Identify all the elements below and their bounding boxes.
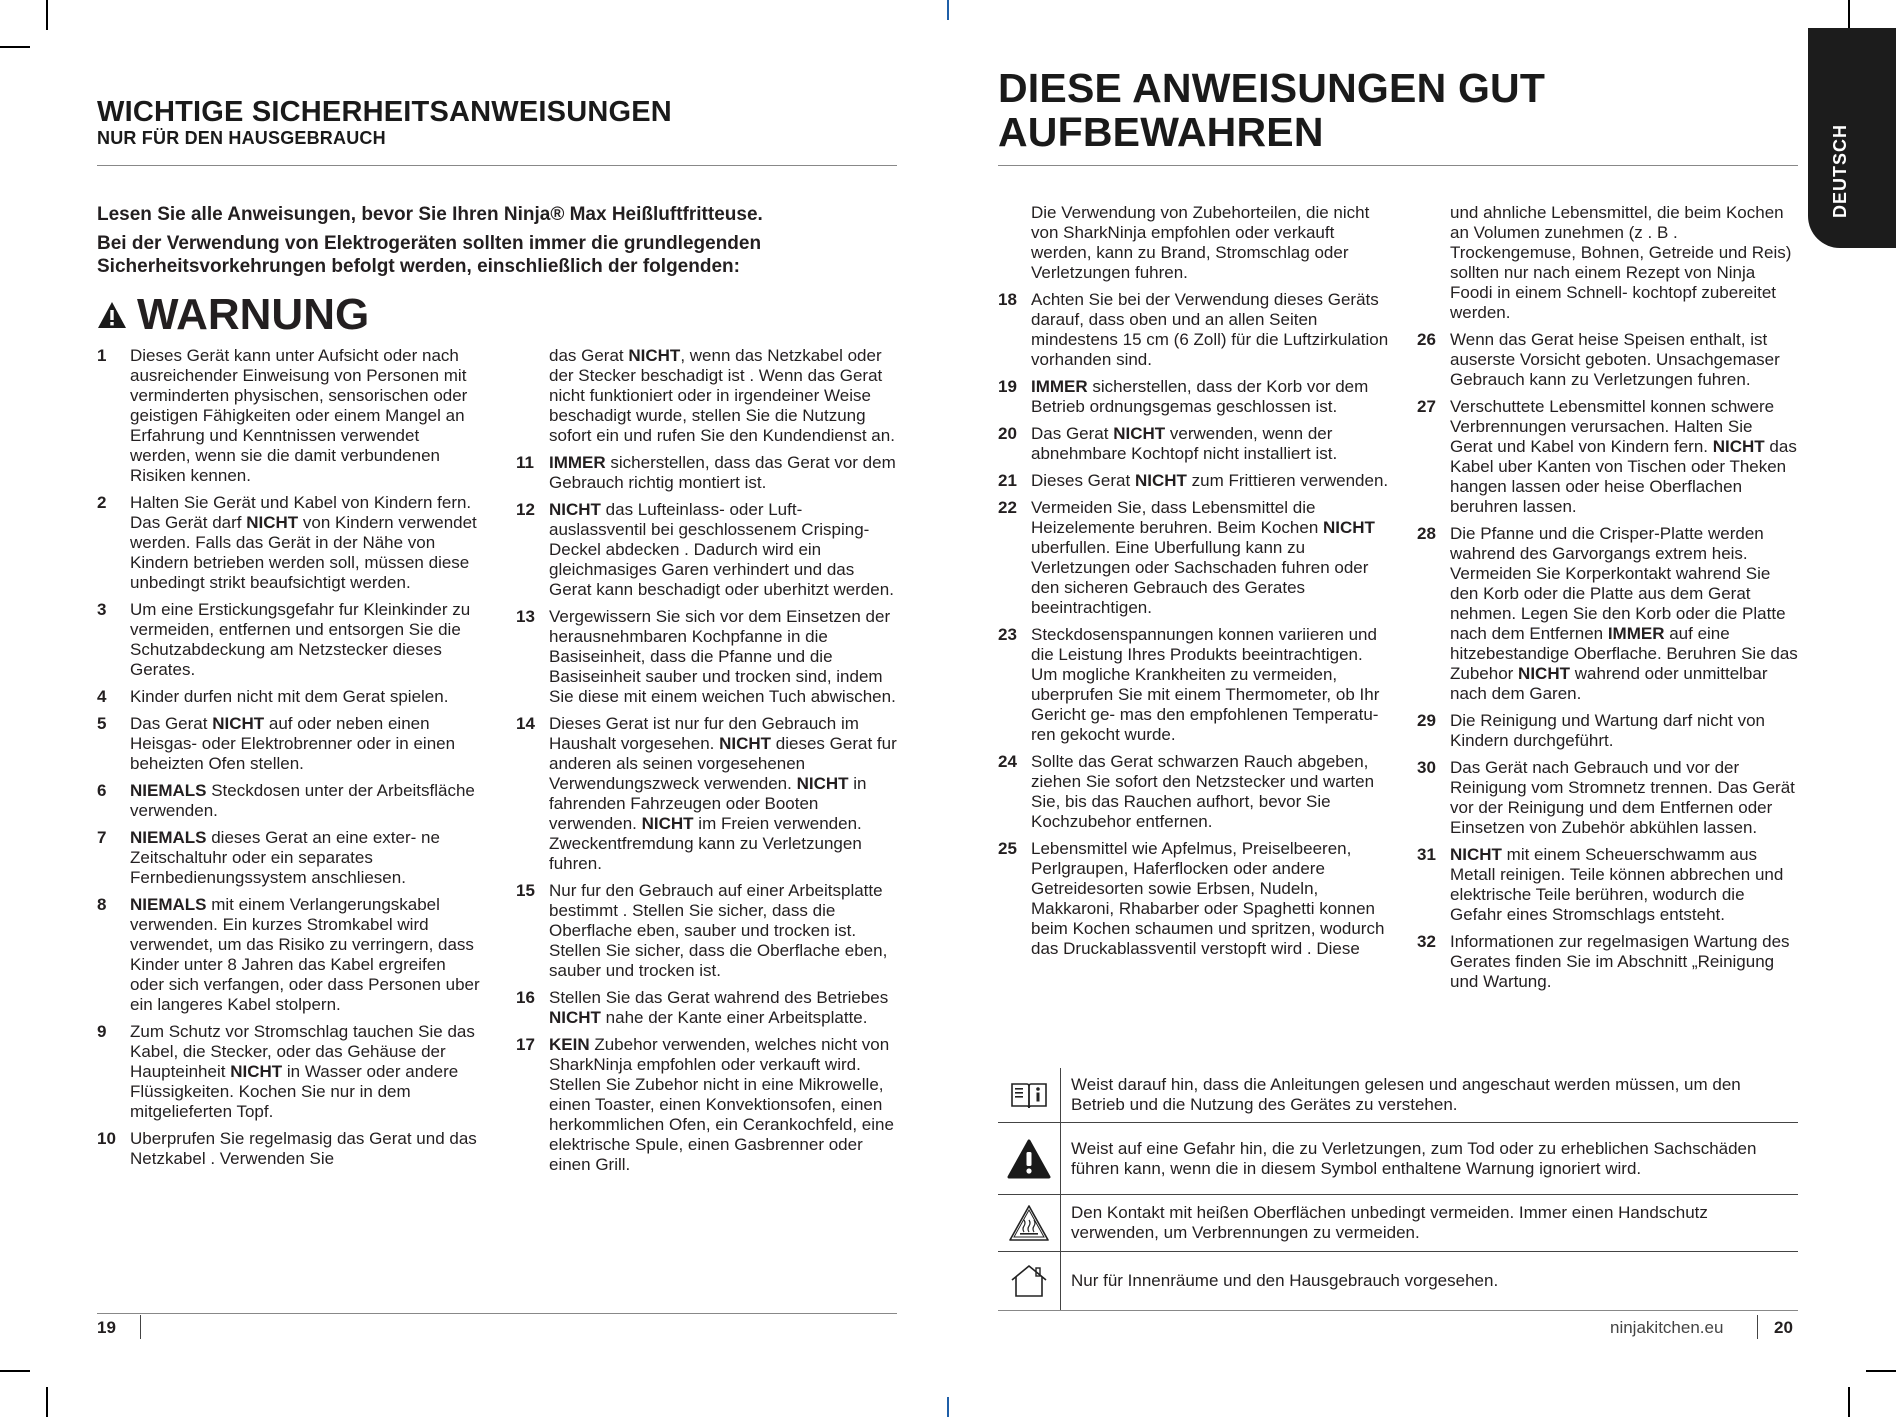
list-item: 9 Zum Schutz vor Stromschlag tauchen Sie das Kabel, die Stecker, oder das Gehäuse der Haupteinheit NICHT in Wasser oder andere Flüssigkeiten. Kochen Sie nur in dem mitgelieferten Topf. [97, 1022, 475, 1121]
list-item: 3 Um eine Erstickungsgefahr fur Kleinkinder zu vermeiden, entfernen und entsorgen Sie die Schutzabdeckung am Netzstecker dieses Gerates. [97, 600, 471, 679]
list-item: 7 NIEMALS dieses Gerat an eine exter- ne Zeitschaltuhr oder ein separates Fernbedienungssystem anschliesen. [97, 828, 440, 887]
list-item-continued: Die Verwendung von Zubehorteilen, die nicht von SharkNinja empfohlen oder verkauft werden, kann zu Brand, Stromschlag oder Verletzungen fuhren. [1031, 203, 1370, 282]
list-item-continued: das Gerat NICHT, wenn das Netzkabel oder der Stecker beschadigt ist . Wenn das Gerat nicht funktioniert oder in irgendeiner Weise beschadigt wurde, stellen Sie die Nutzung sofort ein und rufen Sie den Kundendienst an. [549, 346, 895, 445]
crop-mark [1848, 0, 1850, 30]
intro-text: Bei der Verwendung von Elektrogeräten sollten immer die grundlegenden Sicherheitsvorkehrungen befolgt werden, einschließlich der folgenden: [97, 233, 762, 277]
warning-triangle-icon [998, 1123, 1061, 1194]
safety-column-3 [998, 203, 1393, 966]
list-item: 23 Steckdosenspannungen konnen variieren und die Leistung Ihres Produkts beeintrachtigen. Um mogliche Krankheiten zu vermeiden, uberprufen Sie mit einem Thermometer, ob Ihr Gericht ge- mas den empfohlenen Temperatu- ren gekocht wurde. [998, 625, 1380, 744]
footer-divider [140, 1315, 141, 1339]
list-item: 10 Uberprufen Sie regelmasig das Gerat und das Netzkabel . Verwenden Sie [97, 1129, 477, 1168]
warning-heading [97, 290, 369, 340]
list-item: 13 Vergewissern Sie sich vor dem Einsetzen der herausnehmbaren Kochpfanne in die Basiseinheit, dass die Pfanne und die Basiseinheit sauber und trocken sind, indem Sie diese mit einem weichen Tuch abwischen. [516, 607, 896, 706]
list-item: 20 Das Gerat NICHT verwenden, wenn der abnehmbare Kochtopf nicht installiert ist. [998, 424, 1338, 463]
list-item: 32 Informationen zur regelmasigen Wartung des Gerates finden Sie im Abschnitt „Reinigung und Wartung. [1417, 932, 1790, 991]
symbol-row [998, 1195, 1798, 1252]
list-item: 11 IMMER sicherstellen, dass das Gerat vor dem Gebrauch richtig montiert ist. [516, 453, 896, 492]
list-item: 25 Lebensmittel wie Apfelmus, Preiselbeeren, Perlgraupen, Haferflocken oder andere Getreidesorten sowie Erbsen, Nudeln, Makkaroni, Rhabarber oder Spaghetti konnen beim Kochen schaumen und spritzen, wodurch das Druckablassventil verstopft wird . Diese [998, 839, 1385, 958]
list-item: 16 Stellen Sie das Gerat wahrend des Betriebes NICHT nahe der Kante einer Arbeitsplatte. [516, 988, 889, 1027]
footer-rule [97, 1313, 897, 1314]
list-item: 1 Dieses Gerät kann unter Aufsicht oder nach ausreichender Einweisung von Personen mit verminderten physischen, sensorischen oder geistigen Fähigkeiten oder einem Mangel an Erfahrung und Kenntnissen verwendet werden, wenn sie die damit verbundenen Risiken kennen. [97, 346, 468, 485]
list-item: 18 Achten Sie bei der Verwendung dieses Geräts darauf, dass oben und an allen Seiten mindestens 15 cm (6 Zoll) für die Luftzirkulation vorhanden sind. [998, 290, 1389, 369]
list-item: 6 NIEMALS Steckdosen unter der Arbeitsfläche verwenden. [97, 781, 475, 820]
left-page [97, 0, 897, 1417]
list-item: 4 Kinder durfen nicht mit dem Gerat spielen. [97, 687, 449, 706]
safety-column-2 [516, 346, 897, 1182]
warning-label: WARNUNG [137, 290, 370, 339]
crop-mark [1848, 1387, 1850, 1417]
symbol-description: Weist darauf hin, dass die Anleitungen gelesen und angeschaut werden müssen, um den Betrieb und die Nutzung des Gerätes zu verstehen. [1071, 1075, 1741, 1114]
crop-mark-center [947, 0, 949, 20]
list-item: 14 Dieses Gerat ist nur fur den Gebrauch im Haushalt vorgesehen. NICHT dieses Gerat fur anderen als seinen vorgesehenen Verwendungszweck verwenden. NICHT in fahrenden Fahrzeugen oder Booten verwenden. NICHT im Freien verwenden. Zweckentfremdung kann zu Verletzungen fuhren. [516, 714, 897, 873]
list-item: 26 Wenn das Gerat heise Speisen enthalt, ist auserste Vorsicht geboten. Unsachgemaser Gebrauch kann zu Verletzungen fuhren. [1417, 330, 1780, 389]
safety-column-4 [1417, 203, 1798, 999]
language-tab [1808, 28, 1896, 248]
list-item: 8 NIEMALS mit einem Verlangerungskabel verwenden. Ein kurzes Stromkabel wird verwendet, um das Risiko zu verringern, dass Kinder unter 8 Jahren das Kabel ergreifen oder sich verfangen, oder dass Personen uber ein langeres Kabel stolpern. [97, 895, 480, 1014]
page-subtitle: NUR FÜR DEN HAUSGEBRAUCH [97, 128, 386, 148]
symbol-row [998, 1252, 1798, 1310]
list-item: 31 NICHT mit einem Scheuerschwamm aus Metall reinigen. Teile können abbrechen und elektrische Teile berühren, wodurch die Gefahr eines Stromschlags entsteht. [1417, 845, 1784, 924]
list-item: 17 KEIN Zubehor verwenden, welches nicht von SharkNinja empfohlen oder verkauft wird. Stellen Sie Zubehor nicht in eine Mikrowelle, einen Toaster, einen Konvektionsofen, einen herkommlichen Ofen, ein Cerankochfeld, eine elektrische Spule, einen Gasbrenner oder einen Grill. [516, 1035, 894, 1174]
list-item: 19 IMMER sicherstellen, dass der Korb vor dem Betrieb ordnungsgemas geschlossen ist. [998, 377, 1369, 416]
symbol-description: Den Kontakt mit heißen Oberflächen unbedingt vermeiden. Immer einen Handschutz verwenden, um Verbrennungen zu vermeiden. [1071, 1203, 1708, 1242]
list-item: 30 Das Gerät nach Gebrauch und vor der Reinigung vom Stromnetz trennen. Das Gerät vor der Reinigung und dem Entfernen oder Einsetzen von Zubehör abkühlen lassen. [1417, 758, 1795, 837]
crop-mark [0, 46, 30, 48]
list-item-continued: und ahnliche Lebensmittel, die beim Kochen an Volumen zunehmen (z . B . Trockengemuse, Bohnen, Getreide und Reis) sollten nur nach einem Rezept von Ninja Foodi in einem Schnell- kochtopf zubereitet werden. [1450, 203, 1792, 322]
safety-column-1 [97, 346, 482, 1176]
hot-surface-icon [998, 1195, 1061, 1251]
list-item: 15 Nur fur den Gebrauch auf einer Arbeitsplatte bestimmt . Stellen Sie sicher, dass die Oberflache eben, sauber und trocken ist. Stellen Sie sicher, dass die Oberflache eben, sauber und trocken ist. [516, 881, 888, 980]
header-rule [998, 165, 1798, 166]
right-page [998, 0, 1798, 1417]
symbol-description: Weist auf eine Gefahr hin, die zu Verletzungen, zum Tod oder zu erheblichen Sachschäden führen kann, wenn die in diesem Symbol enthaltene Warnung ignoriert wird. [1071, 1138, 1757, 1178]
header-rule [97, 165, 897, 166]
page-number: 19 [97, 1318, 116, 1337]
list-item: 12 NICHT das Lufteinlass- oder Luft- auslassventil bei geschlossenem Crisping-Deckel abdecken . Dadurch wird ein gleichmasiges Garen verhindert und das Gerat kann beschadigt oder uberhitzt werden. [516, 500, 894, 599]
manual-info-icon [998, 1068, 1061, 1122]
symbol-row [998, 1068, 1798, 1123]
page-number: 20 [1774, 1318, 1793, 1337]
list-item: 5 Das Gerat NICHT auf oder neben einen Heisgas- oder Elektrobrenner oder in einen beheizten Ofen stellen. [97, 714, 456, 773]
symbol-description: Nur für Innenräume und den Hausgebrauch vorgesehen. [1071, 1271, 1499, 1290]
list-item: 27 Verschuttete Lebensmittel konnen schwere Verbrennungen verursachen. Halten Sie Gerat und Kabel von Kindern fern. NICHT das Kabel uber Kanten von Tischen oder Theken hangen lassen oder heise Oberflachen beruhren lassen. [1417, 397, 1797, 516]
language-tab-label: DEUTSCH [1830, 123, 1850, 218]
list-item: 2 Halten Sie Gerät und Kabel von Kindern fern. Das Gerät darf NICHT von Kindern verwendet werden. Falls das Gerät in der Nähe von Kindern betrieben werden soll, müssen diese unbedingt strikt beaufsichtigt werden. [97, 493, 477, 592]
crop-mark [46, 1387, 48, 1417]
symbol-legend-table [998, 1068, 1798, 1310]
page-title: WICHTIGE SICHERHEITSANWEISUNGEN [97, 96, 672, 128]
symbol-row [998, 1123, 1798, 1195]
intro-text: Lesen Sie alle Anweisungen, bevor Sie Ihren Ninja® Max Heißluftfritteuse. [97, 204, 763, 225]
list-item: 24 Sollte das Gerat schwarzen Rauch abgeben, ziehen Sie sofort den Netzstecker und warten Sie, bis das Rauchen aufhort, bevor Sie Kochzubehor entfernen. [998, 752, 1375, 831]
website-link[interactable]: ninjakitchen.eu [1610, 1318, 1724, 1337]
crop-mark [1866, 1370, 1896, 1372]
list-item: 22 Vermeiden Sie, dass Lebensmittel die Heizelemente beruhren. Beim Kochen NICHT uberfullen. Eine Uberfullung kann zu Verletzungen oder Sachschaden fuhren oder den sicheren Gebrauch des Gerates beeintrachtigen. [998, 498, 1375, 617]
crop-mark-center [947, 1397, 949, 1417]
warning-triangle-icon [97, 301, 127, 329]
list-item: 28 Die Pfanne und die Crisper-Platte werden wahrend des Garvorgangs extrem heis. Vermeiden Sie Korperkontakt wahrend Sie den Korb oder die Platte aus dem Gerat nehmen. Legen Sie den Korb oder die Platte nach dem Entfernen IMMER auf eine hitzebestandige Oberflache. Beruhren Sie das Zubehor NICHT wahrend oder unmittelbar nach dem Garen. [1417, 524, 1798, 703]
list-item: 21 Dieses Gerat NICHT zum Frittieren verwenden. [998, 471, 1389, 490]
crop-mark [46, 0, 48, 30]
footer-divider [1757, 1315, 1758, 1339]
list-item: 29 Die Reinigung und Wartung darf nicht von Kindern durchgeführt. [1417, 711, 1765, 750]
crop-mark [0, 1370, 30, 1372]
footer-rule [998, 1310, 1798, 1311]
page-title: DIESE ANWEISUNGEN GUT AUFBEWAHREN [998, 65, 1546, 155]
house-icon [998, 1252, 1061, 1310]
